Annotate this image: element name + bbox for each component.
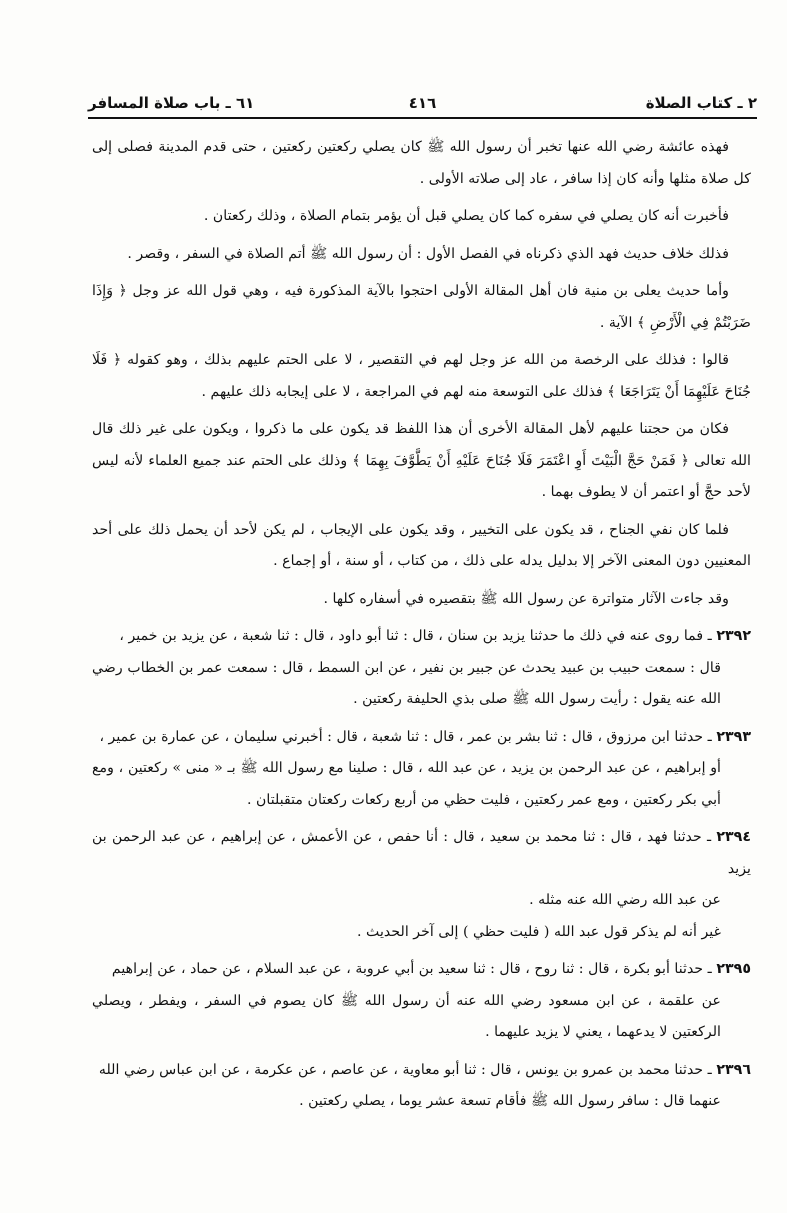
hadith-number: ٢٣٩٤ bbox=[716, 829, 751, 845]
page-body bbox=[92, 132, 751, 1124]
hadith-continuation: عن علقمة ، عن ابن مسعود رضي الله عنه أن رسول الله ﷺ كان يصوم في السفر ، ويفطر ، ويصلي الركعتين لا يدعهما ، يعني لا يزيد عليهما . bbox=[92, 992, 721, 1040]
hadith-text: حدثنا محمد بن عمرو بن يونس ، قال : ثنا أبو معاوية ، عن عاصم ، عن عكرمة ، عن ابن عباس رضي الله bbox=[98, 1061, 704, 1078]
paragraph: وقد جاءت الآثار متواترة عن رسول الله ﷺ بتقصيره في أسفاره كلها . bbox=[323, 590, 729, 607]
section-title: ٦١ ـ باب صلاة المسافر bbox=[88, 94, 255, 112]
header-rule bbox=[88, 117, 757, 119]
hadith-text: فما روى عنه في ذلك ما حدثنا يزيد بن سنان ، قال : ثنا أبو داود ، قال : ثنا شعبة ، عن يزيد بن خمير ، bbox=[119, 628, 704, 644]
hadith-entry: ٢٣٩٦ ـ حدثنا محمد بن عمرو بن يونس ، قال : ثنا أبو معاوية ، عن عاصم ، عن عكرمة ، عن ابن عباس رضي الله عنهما قال : سافر رسول الله ﷺ فأقام تسعة عشر يوما ، يصلي ركعتين . bbox=[92, 1055, 751, 1118]
chapter-title: ٢ ـ كتاب الصلاة bbox=[645, 94, 757, 112]
paragraph: فأخبرت أنه كان يصلي في سفره كما كان يصلي قبل أن يؤمر بتمام الصلاة ، وذلك ركعتان . bbox=[203, 208, 729, 224]
hadith-number: ٢٣٩٣ bbox=[716, 728, 751, 745]
hadith-continuation: عنهما قال : سافر رسول الله ﷺ فأقام تسعة عشر يوما ، يصلي ركعتين . bbox=[299, 1093, 721, 1109]
paragraph: فذلك خلاف حديث فهد الذي ذكرناه في الفصل الأول : أن رسول الله ﷺ أتم الصلاة في السفر ، وقصر . bbox=[127, 245, 729, 262]
hadith-number: ٢٣٩٥ bbox=[716, 961, 751, 977]
hadith-text: حدثنا ابن مرزوق ، قال : ثنا بشر بن عمر ، قال : ثنا شعبة ، قال : أخبرني سليمان ، عن عمارة بن عمير ، bbox=[99, 728, 704, 745]
hadith-entry: ٢٣٩٤ ـ حدثنا فهد ، قال : ثنا محمد بن سعيد ، قال : أنا حفص ، عن الأعمش ، عن إبراهيم ، عن عبد الرحمن بن يزيد عن عبد الله رضي الله عنه مثله . غير أنه لم يذكر قول عبد الله ( فليت حظي ) إلى آخر الحديث . bbox=[92, 822, 751, 948]
paragraph: فكان من حجتنا عليهم لأهل المقالة الأخرى أن هذا اللفظ قد يكون على ما ذكروا ، ويكون على غير ذلك قال الله تعالى ﴿ فَمَنْ حَجَّ الْبَيْتَ أَوِ اعْتَمَرَ فَلَا جُنَاحَ عَلَيْهِ أَنْ يَطَّوَّفَ بِهِمَا ﴾ وذلك على الحتم عند جميع العلماء لأنه ليس لأحد حجَّ أو اعتمر أن لا يطوف بهما . bbox=[92, 421, 751, 500]
hadith-continuation: أو إبراهيم ، عن عبد الرحمن بن يزيد ، عن عبد الله ، قال : صلينا مع رسول الله ﷺ بـ « منى » ركعتين ، ومع أبي بكر ركعتين ، ومع عمر ركعتين ، فليت حظي من أربع ركعات ركعتان متقبلتان . bbox=[92, 760, 721, 808]
hadith-continuation: قال : سمعت حبيب بن عبيد يحدث عن جبير بن نفير ، عن ابن السمط ، قال : سمعت عمر بن الخطاب رضي الله عنه يقول : رأيت رسول الله ﷺ صلى بذي الحليفة ركعتين . bbox=[92, 659, 721, 707]
hadith-entry: ٢٣٩٥ ـ حدثنا أبو بكرة ، قال : ثنا روح ، قال : ثنا سعيد بن أبي عروبة ، عن عبد السلام ، عن حماد ، عن إبراهيم عن علقمة ، عن ابن مسعود رضي الله عنه أن رسول الله ﷺ كان يصوم في السفر ، ويفطر ، ويصلي الركعتين لا يدعهما ، يعني لا يزيد عليهما . bbox=[92, 954, 751, 1049]
hadith-note: غير أنه لم يذكر قول عبد الله ( فليت حظي ) إلى آخر الحديث . bbox=[357, 923, 721, 940]
paragraph: وأما حديث يعلى بن منية فان أهل المقالة الأولى احتجوا بالآية المذكورة فيه ، وهي قول الله عز وجل ﴿ وَإِذَا ضَرَبْتُمْ فِي الْأَرْضِ ﴾ الآية . bbox=[92, 283, 751, 331]
paragraph: فهذه عائشة رضي الله عنها تخبر أن رسول الله ﷺ كان يصلي ركعتين ركعتين ، حتى قدم المدينة فصلى إلى كل صلاة مثلها وأنه كان إذا سافر ، عاد إلى صلاته الأولى . bbox=[92, 139, 751, 187]
hadith-text: حدثنا أبو بكرة ، قال : ثنا روح ، قال : ثنا سعيد بن أبي عروبة ، عن عبد السلام ، عن حماد ، عن إبراهيم bbox=[111, 961, 704, 977]
paragraph: فلما كان نفي الجناح ، قد يكون على التخيير ، وقد يكون على الإيجاب ، لم يكن لأحد أن يحمل ذلك على أحد المعنيين دون المعنى الآخر إلا بدليل يدله على ذلك ، من كتاب ، أو سنة ، أو إجماع . bbox=[92, 521, 751, 569]
hadith-entry: ٢٣٩٢ ـ فما روى عنه في ذلك ما حدثنا يزيد بن سنان ، قال : ثنا أبو داود ، قال : ثنا شعبة ، عن يزيد بن خمير ، قال : سمعت حبيب بن عبيد يحدث عن جبير بن نفير ، عن ابن السمط ، قال : سمعت عمر بن الخطاب رضي الله عنه يقول : رأيت رسول الله ﷺ صلى بذي الحليفة ركعتين . bbox=[92, 621, 751, 716]
hadith-entry: ٢٣٩٣ ـ حدثنا ابن مرزوق ، قال : ثنا بشر بن عمر ، قال : ثنا شعبة ، قال : أخبرني سليمان ، عن عمارة بن عمير ، أو إبراهيم ، عن عبد الرحمن بن يزيد ، عن عبد الله ، قال : صلينا مع رسول الله ﷺ بـ « منى » ركعتين ، ومع أبي بكر ركعتين ، ومع عمر ركعتين ، فليت حظي من أربع ركعات ركعتان متقبلتان . bbox=[92, 722, 751, 817]
hadith-number: ٢٣٩٢ bbox=[716, 628, 751, 644]
running-header bbox=[88, 90, 757, 118]
hadith-continuation: عن عبد الله رضي الله عنه مثله . bbox=[529, 892, 721, 908]
hadith-text: حدثنا فهد ، قال : ثنا محمد بن سعيد ، قال : أنا حفص ، عن الأعمش ، عن إبراهيم ، عن عبد الرحمن بن يزيد bbox=[92, 829, 751, 877]
hadith-number: ٢٣٩٦ bbox=[716, 1061, 751, 1078]
paragraph: قالوا : فذلك على الرخصة من الله عز وجل لهم في التقصير ، لا على الحتم عليهم بذلك ، وهو كقوله ﴿ فَلَا جُنَاحَ عَلَيْهِمَا أَنْ يَتَرَاجَعَا ﴾ فذلك على التوسعة منه لهم في المراجعة ، لا على إيجابه ذلك عليهم . bbox=[92, 352, 751, 400]
page-number: ٤١٦ bbox=[408, 94, 437, 112]
